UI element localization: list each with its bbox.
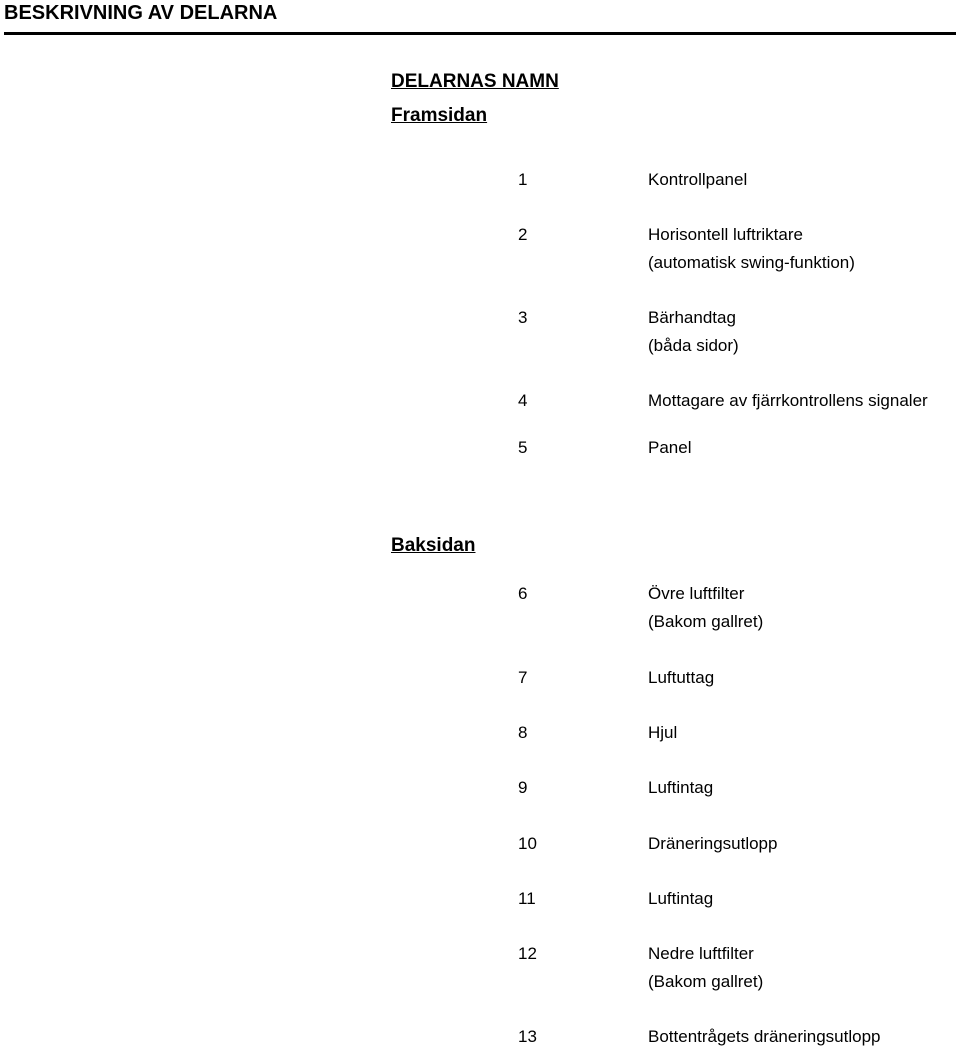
part-number: 1 bbox=[518, 170, 528, 189]
page-header bbox=[4, 0, 956, 35]
part-name: Panel bbox=[648, 438, 692, 457]
part-number: 6 bbox=[518, 584, 528, 603]
part-note: (Bakom gallret) bbox=[648, 612, 764, 631]
part-name: Luftintag bbox=[648, 778, 714, 797]
page-title: BESKRIVNING AV DELARNA bbox=[4, 2, 278, 24]
part-name: Luftintag bbox=[648, 889, 714, 908]
part-name: Bottentrågets dräneringsutlopp bbox=[648, 1027, 881, 1046]
part-number: 5 bbox=[518, 438, 528, 457]
part-name: Nedre luftfilter bbox=[648, 944, 754, 963]
part-name: Bärhandtag bbox=[648, 308, 736, 327]
part-number: 10 bbox=[518, 834, 537, 853]
back-heading: Baksidan bbox=[391, 535, 476, 556]
part-number: 11 bbox=[518, 889, 536, 908]
part-name: Horisontell luftriktare bbox=[648, 225, 803, 244]
part-note: (Bakom gallret) bbox=[648, 972, 764, 991]
part-name: Hjul bbox=[648, 723, 678, 742]
part-name: Dräneringsutlopp bbox=[648, 834, 778, 853]
part-note: (automatisk swing-funktion) bbox=[648, 253, 855, 272]
part-number: 7 bbox=[518, 668, 528, 687]
part-number: 13 bbox=[518, 1027, 537, 1046]
part-number: 8 bbox=[518, 723, 528, 742]
part-number: 2 bbox=[518, 225, 528, 244]
part-name: Kontrollpanel bbox=[648, 170, 748, 189]
part-number: 12 bbox=[518, 944, 537, 963]
part-name: Mottagare av fjärrkontrollens signaler bbox=[648, 391, 928, 410]
part-number: 3 bbox=[518, 308, 528, 327]
part-note: (båda sidor) bbox=[648, 336, 739, 355]
section-title: DELARNAS NAMN bbox=[391, 71, 559, 92]
part-number: 4 bbox=[518, 391, 528, 410]
part-name: Luftuttag bbox=[648, 668, 715, 687]
front-heading: Framsidan bbox=[391, 105, 488, 126]
part-number: 9 bbox=[518, 778, 528, 797]
part-name: Övre luftfilter bbox=[648, 584, 745, 603]
